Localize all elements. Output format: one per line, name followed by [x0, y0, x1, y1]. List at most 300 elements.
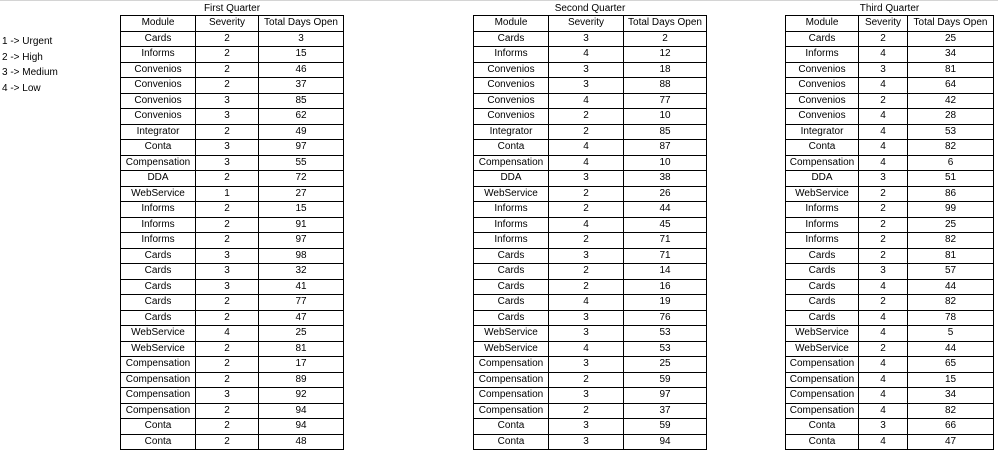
cell-module[interactable]: Integrator — [474, 124, 549, 140]
table-row — [786, 248, 994, 264]
table-row — [474, 279, 707, 295]
cell-module[interactable]: Compensation — [121, 155, 196, 171]
cell-module[interactable]: Conta — [786, 140, 859, 156]
cell-total-days-open[interactable]: 66 — [908, 419, 994, 435]
cell-module[interactable]: Cards — [121, 264, 196, 280]
cell-module[interactable]: Compensation — [786, 372, 859, 388]
cell-module[interactable]: WebService — [786, 326, 859, 342]
cell-total-days-open[interactable]: 44 — [908, 341, 994, 357]
cell-severity[interactable]: 2 — [196, 171, 259, 187]
cell-severity[interactable]: 4 — [549, 295, 624, 311]
quarter-table — [473, 15, 707, 450]
cell-total-days-open[interactable]: 53 — [908, 124, 994, 140]
sheet-top-border — [0, 0, 998, 1]
cell-module[interactable]: Conta — [121, 419, 196, 435]
cell-total-days-open[interactable]: 6 — [908, 155, 994, 171]
cell-severity[interactable]: 2 — [549, 202, 624, 218]
cell-severity[interactable]: 2 — [549, 186, 624, 202]
cell-severity[interactable]: 4 — [859, 434, 908, 450]
cell-total-days-open[interactable]: 77 — [624, 93, 707, 109]
cell-total-days-open[interactable]: 41 — [259, 279, 344, 295]
cell-severity[interactable]: 3 — [196, 140, 259, 156]
cell-module[interactable]: Cards — [786, 264, 859, 280]
cell-module[interactable]: Convenios — [121, 109, 196, 125]
cell-severity[interactable]: 3 — [196, 264, 259, 280]
cell-total-days-open[interactable]: 25 — [908, 31, 994, 47]
cell-total-days-open[interactable]: 15 — [259, 47, 344, 63]
cell-total-days-open[interactable]: 47 — [259, 310, 344, 326]
table-row — [121, 233, 344, 249]
cell-total-days-open[interactable]: 10 — [624, 109, 707, 125]
cell-total-days-open[interactable]: 71 — [624, 248, 707, 264]
cell-total-days-open[interactable]: 87 — [624, 140, 707, 156]
cell-total-days-open[interactable]: 45 — [624, 217, 707, 233]
cell-severity[interactable]: 2 — [196, 403, 259, 419]
cell-module[interactable]: Cards — [474, 264, 549, 280]
cell-severity[interactable]: 2 — [549, 233, 624, 249]
cell-module[interactable]: Conta — [121, 140, 196, 156]
cell-severity[interactable]: 3 — [549, 248, 624, 264]
cell-module[interactable]: WebService — [474, 186, 549, 202]
cell-module[interactable]: Informs — [786, 202, 859, 218]
cell-severity[interactable]: 3 — [549, 388, 624, 404]
cell-total-days-open[interactable]: 78 — [908, 310, 994, 326]
cell-module[interactable]: Convenios — [786, 109, 859, 125]
cell-module[interactable]: Compensation — [121, 403, 196, 419]
cell-severity[interactable]: 2 — [196, 419, 259, 435]
cell-severity[interactable]: 4 — [859, 326, 908, 342]
cell-severity[interactable]: 2 — [859, 233, 908, 249]
cell-total-days-open[interactable]: 81 — [908, 248, 994, 264]
cell-module[interactable]: Compensation — [474, 155, 549, 171]
cell-module[interactable]: Convenios — [474, 109, 549, 125]
header-row — [121, 16, 344, 32]
cell-severity[interactable]: 4 — [859, 372, 908, 388]
cell-total-days-open[interactable]: 49 — [259, 124, 344, 140]
cell-severity[interactable]: 3 — [549, 434, 624, 450]
cell-severity[interactable]: 3 — [549, 326, 624, 342]
cell-severity[interactable]: 4 — [859, 155, 908, 171]
cell-module[interactable]: Informs — [474, 202, 549, 218]
cell-module[interactable]: Cards — [121, 31, 196, 47]
cell-severity[interactable]: 4 — [549, 217, 624, 233]
cell-total-days-open[interactable]: 5 — [908, 326, 994, 342]
cell-severity[interactable]: 4 — [549, 140, 624, 156]
table-row — [786, 217, 994, 233]
cell-total-days-open[interactable]: 85 — [624, 124, 707, 140]
cell-total-days-open[interactable]: 76 — [624, 310, 707, 326]
cell-module[interactable]: Cards — [474, 310, 549, 326]
cell-module[interactable]: Convenios — [121, 78, 196, 94]
cell-total-days-open[interactable]: 32 — [259, 264, 344, 280]
cell-total-days-open[interactable]: 15 — [908, 372, 994, 388]
cell-total-days-open[interactable]: 82 — [908, 233, 994, 249]
cell-module[interactable]: Integrator — [786, 124, 859, 140]
cell-module[interactable]: Cards — [786, 279, 859, 295]
cell-severity[interactable]: 3 — [549, 310, 624, 326]
legend-item: 4 -> Low — [2, 82, 41, 94]
cell-module[interactable]: Compensation — [786, 403, 859, 419]
cell-total-days-open[interactable]: 65 — [908, 357, 994, 373]
cell-module[interactable]: WebService — [121, 186, 196, 202]
cell-total-days-open[interactable]: 28 — [908, 109, 994, 125]
table-row — [474, 419, 707, 435]
cell-total-days-open[interactable]: 77 — [259, 295, 344, 311]
cell-module[interactable]: DDA — [121, 171, 196, 187]
cell-severity[interactable]: 4 — [859, 78, 908, 94]
cell-total-days-open[interactable]: 38 — [624, 171, 707, 187]
cell-severity[interactable]: 2 — [196, 47, 259, 63]
cell-module[interactable]: Cards — [121, 248, 196, 264]
cell-module[interactable]: Informs — [121, 47, 196, 63]
cell-module[interactable]: Compensation — [474, 403, 549, 419]
cell-severity[interactable]: 3 — [196, 109, 259, 125]
cell-module[interactable]: Convenios — [474, 93, 549, 109]
cell-severity[interactable]: 4 — [859, 403, 908, 419]
cell-severity[interactable]: 3 — [859, 171, 908, 187]
cell-severity[interactable]: 3 — [196, 279, 259, 295]
cell-module[interactable]: Cards — [786, 31, 859, 47]
cell-module[interactable]: WebService — [786, 341, 859, 357]
cell-severity[interactable]: 4 — [859, 47, 908, 63]
cell-severity[interactable]: 2 — [196, 202, 259, 218]
quarter-title: Second Quarter — [554, 3, 626, 14]
cell-severity[interactable]: 2 — [859, 31, 908, 47]
cell-severity[interactable]: 2 — [196, 357, 259, 373]
table-row — [474, 434, 707, 450]
cell-module[interactable]: Compensation — [786, 388, 859, 404]
cell-total-days-open[interactable]: 3 — [259, 31, 344, 47]
cell-total-days-open[interactable]: 47 — [908, 434, 994, 450]
cell-severity[interactable]: 4 — [549, 47, 624, 63]
table-row — [786, 419, 994, 435]
cell-severity[interactable]: 4 — [859, 109, 908, 125]
table-row — [474, 109, 707, 125]
table-body — [474, 31, 707, 450]
cell-module[interactable]: Compensation — [121, 357, 196, 373]
table-row — [121, 372, 344, 388]
header-severity[interactable]: Severity — [196, 16, 259, 32]
cell-total-days-open[interactable]: 26 — [624, 186, 707, 202]
cell-total-days-open[interactable]: 91 — [259, 217, 344, 233]
cell-module[interactable]: Compensation — [786, 155, 859, 171]
cell-severity[interactable]: 2 — [196, 62, 259, 78]
cell-total-days-open[interactable]: 25 — [624, 357, 707, 373]
header-module[interactable]: Module — [121, 16, 196, 32]
cell-severity[interactable]: 3 — [549, 62, 624, 78]
cell-severity[interactable]: 2 — [196, 217, 259, 233]
cell-module[interactable]: Compensation — [121, 372, 196, 388]
cell-module[interactable]: Cards — [786, 295, 859, 311]
table-body — [786, 31, 994, 450]
cell-total-days-open[interactable]: 97 — [624, 388, 707, 404]
cell-module[interactable]: Informs — [786, 47, 859, 63]
cell-total-days-open[interactable]: 18 — [624, 62, 707, 78]
cell-severity[interactable]: 4 — [549, 341, 624, 357]
table-row — [474, 202, 707, 218]
cell-total-days-open[interactable]: 37 — [624, 403, 707, 419]
cell-total-days-open[interactable]: 48 — [259, 434, 344, 450]
cell-severity[interactable]: 4 — [859, 140, 908, 156]
header-module[interactable]: Module — [786, 16, 859, 32]
cell-severity[interactable]: 3 — [549, 419, 624, 435]
cell-severity[interactable]: 2 — [549, 124, 624, 140]
cell-total-days-open[interactable]: 51 — [908, 171, 994, 187]
cell-severity[interactable]: 2 — [859, 341, 908, 357]
cell-module[interactable]: Compensation — [121, 388, 196, 404]
cell-module[interactable]: Compensation — [474, 372, 549, 388]
cell-total-days-open[interactable]: 10 — [624, 155, 707, 171]
header-total-days-open[interactable]: Total Days Open — [259, 16, 344, 32]
cell-module[interactable]: Conta — [474, 419, 549, 435]
cell-total-days-open[interactable]: 46 — [259, 62, 344, 78]
cell-module[interactable]: WebService — [121, 326, 196, 342]
cell-total-days-open[interactable]: 16 — [624, 279, 707, 295]
cell-severity[interactable]: 4 — [196, 326, 259, 342]
cell-module[interactable]: Convenios — [121, 62, 196, 78]
cell-total-days-open[interactable]: 82 — [908, 403, 994, 419]
cell-severity[interactable]: 2 — [196, 310, 259, 326]
cell-severity[interactable]: 2 — [196, 372, 259, 388]
cell-severity[interactable]: 2 — [859, 186, 908, 202]
legend-item: 1 -> Urgent — [2, 36, 53, 47]
cell-total-days-open[interactable]: 81 — [259, 341, 344, 357]
cell-total-days-open[interactable]: 97 — [259, 140, 344, 156]
cell-total-days-open[interactable]: 97 — [259, 233, 344, 249]
cell-module[interactable]: Convenios — [474, 62, 549, 78]
cell-severity[interactable]: 2 — [859, 93, 908, 109]
cell-severity[interactable]: 3 — [549, 78, 624, 94]
cell-module[interactable]: Convenios — [786, 93, 859, 109]
cell-total-days-open[interactable]: 94 — [624, 434, 707, 450]
cell-total-days-open[interactable]: 71 — [624, 233, 707, 249]
cell-module[interactable]: DDA — [474, 171, 549, 187]
cell-module[interactable]: Cards — [121, 295, 196, 311]
cell-severity[interactable]: 3 — [196, 155, 259, 171]
table-row — [121, 124, 344, 140]
cell-total-days-open[interactable]: 27 — [259, 186, 344, 202]
cell-module[interactable]: Informs — [121, 217, 196, 233]
table-row — [121, 186, 344, 202]
header-severity[interactable]: Severity — [859, 16, 908, 32]
cell-severity[interactable]: 2 — [549, 372, 624, 388]
cell-total-days-open[interactable]: 62 — [259, 109, 344, 125]
table-row — [786, 186, 994, 202]
cell-severity[interactable]: 2 — [549, 109, 624, 125]
table-row — [786, 341, 994, 357]
cell-severity[interactable]: 4 — [859, 310, 908, 326]
cell-severity[interactable]: 2 — [859, 202, 908, 218]
cell-total-days-open[interactable]: 82 — [908, 140, 994, 156]
quarter-title: Third Quarter — [859, 3, 920, 14]
cell-module[interactable]: Informs — [786, 233, 859, 249]
table-row — [121, 388, 344, 404]
cell-severity[interactable]: 2 — [196, 434, 259, 450]
cell-module[interactable]: Compensation — [786, 357, 859, 373]
cell-severity[interactable]: 2 — [549, 403, 624, 419]
cell-total-days-open[interactable]: 25 — [908, 217, 994, 233]
table-row — [121, 403, 344, 419]
table-row — [121, 264, 344, 280]
cell-total-days-open[interactable]: 17 — [259, 357, 344, 373]
cell-total-days-open[interactable]: 89 — [259, 372, 344, 388]
table-row — [121, 140, 344, 156]
header-severity[interactable]: Severity — [549, 16, 624, 32]
cell-total-days-open[interactable]: 53 — [624, 341, 707, 357]
cell-module[interactable]: Compensation — [474, 388, 549, 404]
cell-severity[interactable]: 2 — [196, 78, 259, 94]
cell-module[interactable]: Conta — [121, 434, 196, 450]
cell-module[interactable]: Cards — [474, 295, 549, 311]
cell-module[interactable]: Cards — [786, 310, 859, 326]
cell-severity[interactable]: 1 — [196, 186, 259, 202]
cell-total-days-open[interactable]: 64 — [908, 78, 994, 94]
cell-total-days-open[interactable]: 34 — [908, 47, 994, 63]
cell-severity[interactable]: 3 — [549, 31, 624, 47]
cell-severity[interactable]: 3 — [196, 93, 259, 109]
cell-module[interactable]: Conta — [786, 419, 859, 435]
table-row — [474, 388, 707, 404]
cell-total-days-open[interactable]: 72 — [259, 171, 344, 187]
cell-severity[interactable]: 4 — [859, 124, 908, 140]
table-row — [786, 62, 994, 78]
cell-total-days-open[interactable]: 94 — [259, 403, 344, 419]
cell-module[interactable]: Convenios — [786, 78, 859, 94]
header-module[interactable]: Module — [474, 16, 549, 32]
cell-total-days-open[interactable]: 57 — [908, 264, 994, 280]
cell-module[interactable]: Informs — [786, 217, 859, 233]
cell-module[interactable]: Compensation — [474, 357, 549, 373]
cell-module[interactable]: Convenios — [474, 78, 549, 94]
cell-total-days-open[interactable]: 86 — [908, 186, 994, 202]
cell-module[interactable]: DDA — [786, 171, 859, 187]
cell-severity[interactable]: 3 — [549, 171, 624, 187]
cell-module[interactable]: Informs — [474, 217, 549, 233]
cell-module[interactable]: Cards — [474, 279, 549, 295]
cell-total-days-open[interactable]: 94 — [259, 419, 344, 435]
cell-severity[interactable]: 3 — [859, 62, 908, 78]
cell-total-days-open[interactable]: 59 — [624, 419, 707, 435]
cell-total-days-open[interactable]: 85 — [259, 93, 344, 109]
table-row — [786, 155, 994, 171]
cell-severity[interactable]: 4 — [549, 93, 624, 109]
table-row — [786, 202, 994, 218]
table-row — [121, 93, 344, 109]
cell-severity[interactable]: 3 — [196, 248, 259, 264]
cell-module[interactable]: Cards — [121, 279, 196, 295]
table-row — [121, 310, 344, 326]
cell-total-days-open[interactable]: 12 — [624, 47, 707, 63]
cell-total-days-open[interactable]: 81 — [908, 62, 994, 78]
cell-module[interactable]: Convenios — [121, 93, 196, 109]
table-row — [474, 341, 707, 357]
cell-severity[interactable]: 2 — [196, 233, 259, 249]
table-row — [786, 31, 994, 47]
cell-total-days-open[interactable]: 82 — [908, 295, 994, 311]
cell-severity[interactable]: 2 — [859, 217, 908, 233]
cell-total-days-open[interactable]: 59 — [624, 372, 707, 388]
cell-total-days-open[interactable]: 55 — [259, 155, 344, 171]
cell-total-days-open[interactable]: 19 — [624, 295, 707, 311]
table-row — [786, 93, 994, 109]
cell-severity[interactable]: 3 — [859, 264, 908, 280]
cell-total-days-open[interactable]: 88 — [624, 78, 707, 94]
quarter-table — [785, 15, 994, 450]
cell-module[interactable]: Cards — [121, 310, 196, 326]
cell-module[interactable]: Conta — [474, 140, 549, 156]
table-row — [786, 372, 994, 388]
cell-severity[interactable]: 4 — [859, 357, 908, 373]
cell-module[interactable]: Informs — [121, 202, 196, 218]
cell-module[interactable]: Integrator — [121, 124, 196, 140]
cell-severity[interactable]: 2 — [859, 295, 908, 311]
cell-severity[interactable]: 2 — [196, 124, 259, 140]
cell-severity[interactable]: 3 — [549, 357, 624, 373]
table-row — [121, 47, 344, 63]
header-total-days-open[interactable]: Total Days Open — [908, 16, 994, 32]
quarter-table — [120, 15, 344, 450]
cell-total-days-open[interactable]: 2 — [624, 31, 707, 47]
cell-total-days-open[interactable]: 92 — [259, 388, 344, 404]
table-row — [121, 155, 344, 171]
cell-module[interactable]: WebService — [474, 341, 549, 357]
cell-module[interactable]: Convenios — [786, 62, 859, 78]
table-row — [474, 372, 707, 388]
cell-total-days-open[interactable]: 25 — [259, 326, 344, 342]
header-total-days-open[interactable]: Total Days Open — [624, 16, 707, 32]
cell-total-days-open[interactable]: 53 — [624, 326, 707, 342]
cell-module[interactable]: WebService — [474, 326, 549, 342]
table-row — [474, 233, 707, 249]
table-row — [474, 403, 707, 419]
cell-severity[interactable]: 2 — [549, 279, 624, 295]
cell-severity[interactable]: 4 — [859, 388, 908, 404]
cell-severity[interactable]: 2 — [549, 264, 624, 280]
cell-total-days-open[interactable]: 44 — [908, 279, 994, 295]
cell-severity[interactable]: 3 — [859, 419, 908, 435]
cell-total-days-open[interactable]: 15 — [259, 202, 344, 218]
cell-total-days-open[interactable]: 14 — [624, 264, 707, 280]
cell-module[interactable]: Informs — [474, 47, 549, 63]
cell-module[interactable]: Informs — [121, 233, 196, 249]
cell-module[interactable]: WebService — [121, 341, 196, 357]
cell-severity[interactable]: 4 — [859, 279, 908, 295]
quarter-title: First Quarter — [203, 3, 261, 14]
cell-total-days-open[interactable]: 37 — [259, 78, 344, 94]
cell-module[interactable]: Cards — [474, 31, 549, 47]
cell-severity[interactable]: 2 — [859, 248, 908, 264]
cell-module[interactable]: WebService — [786, 186, 859, 202]
cell-module[interactable]: Cards — [786, 248, 859, 264]
cell-severity[interactable]: 2 — [196, 31, 259, 47]
cell-severity[interactable]: 2 — [196, 295, 259, 311]
cell-total-days-open[interactable]: 99 — [908, 202, 994, 218]
cell-module[interactable]: Informs — [474, 233, 549, 249]
cell-module[interactable]: Cards — [474, 248, 549, 264]
cell-severity[interactable]: 2 — [196, 341, 259, 357]
table-row — [786, 310, 994, 326]
cell-severity[interactable]: 3 — [196, 388, 259, 404]
cell-total-days-open[interactable]: 44 — [624, 202, 707, 218]
cell-total-days-open[interactable]: 98 — [259, 248, 344, 264]
table-row — [786, 47, 994, 63]
cell-total-days-open[interactable]: 42 — [908, 93, 994, 109]
cell-module[interactable]: Conta — [786, 434, 859, 450]
cell-total-days-open[interactable]: 34 — [908, 388, 994, 404]
table-row — [474, 186, 707, 202]
cell-severity[interactable]: 4 — [549, 155, 624, 171]
cell-module[interactable]: Conta — [474, 434, 549, 450]
